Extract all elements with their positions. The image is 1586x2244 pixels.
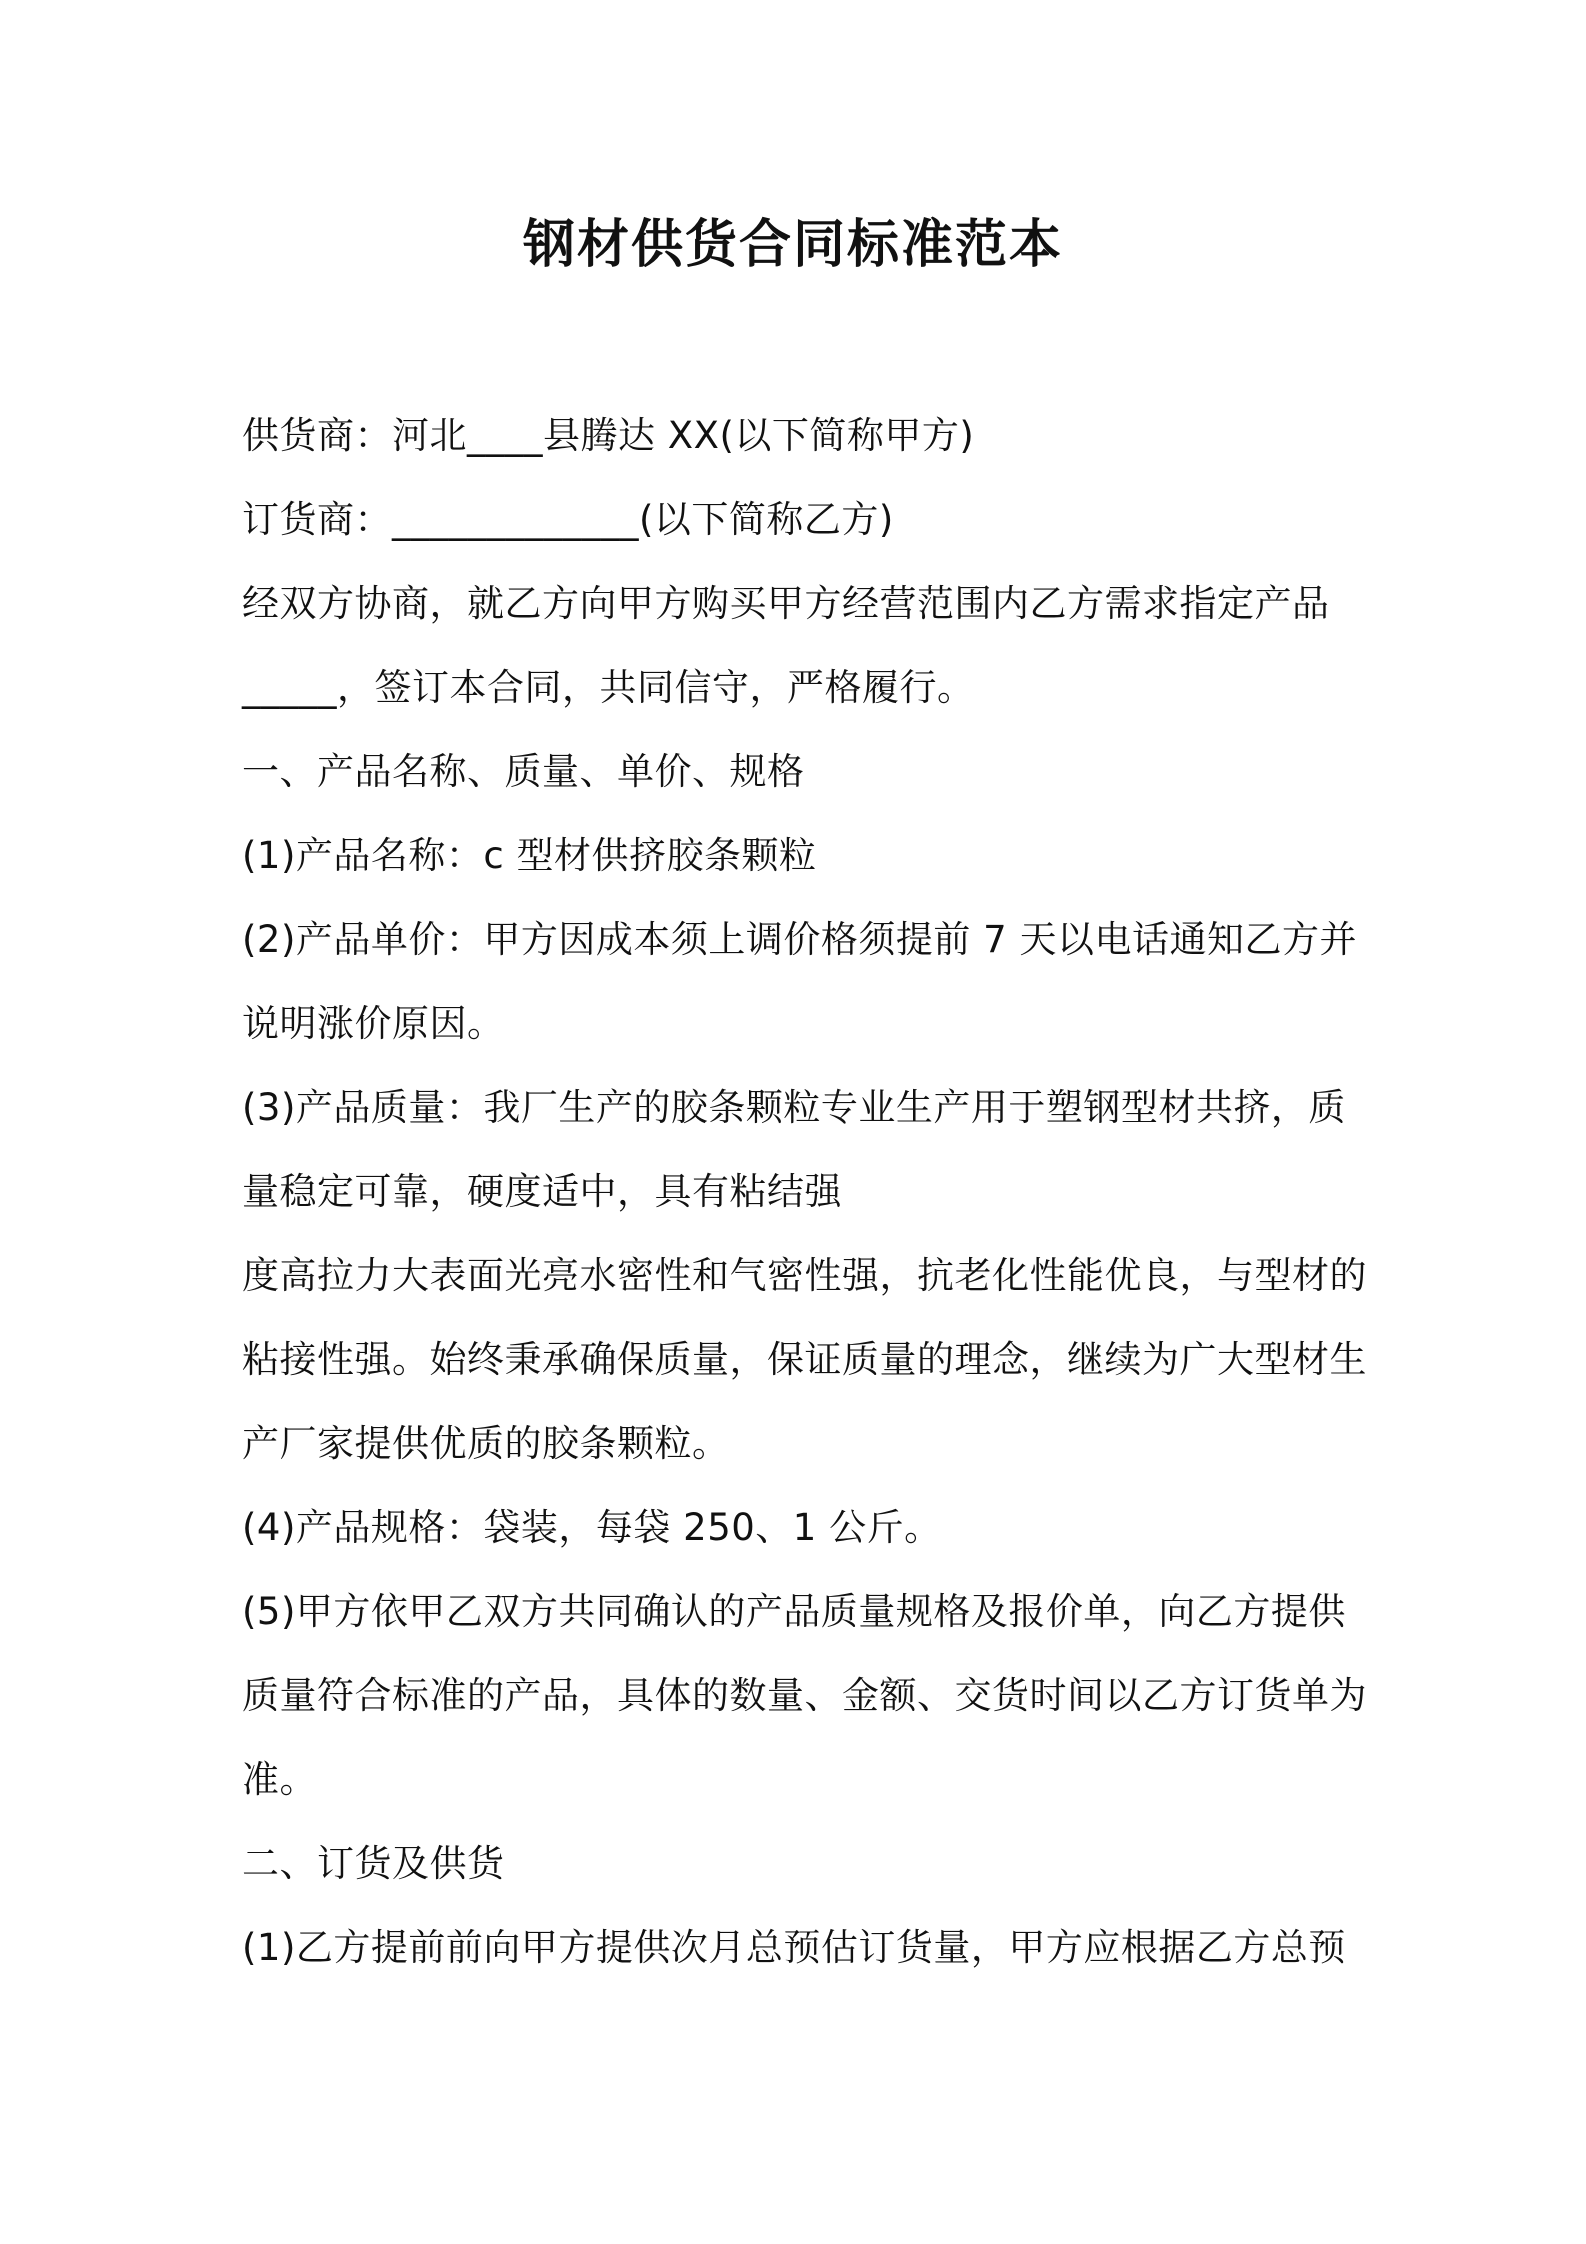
supplier-line: 供货商：河北____县腾达 XX(以下简称甲方)	[242, 414, 975, 457]
document-title: 钢材供货合同标准范本	[522, 215, 1063, 275]
clause-1-3-line-4: 粘接性强。始终秉承确保质量，保证质量的理念，继续为广大型材生	[242, 1338, 1367, 1381]
clause-1-5-line-2: 质量符合标准的产品，具体的数量、金额、交货时间以乙方订货单为	[242, 1674, 1367, 1717]
clause-1-1: (1)产品名称：c 型材供挤胶条颗粒	[242, 834, 817, 877]
preamble-line-1: 经双方协商，就乙方向甲方购买甲方经营范围内乙方需求指定产品	[242, 582, 1330, 625]
clause-2-1-line-1: (1)乙方提前前向甲方提供次月总预估订货量，甲方应根据乙方总预	[242, 1926, 1346, 1969]
clause-1-3-line-1: (3)产品质量：我厂生产的胶条颗粒专业生产用于塑钢型材共挤，质	[242, 1086, 1346, 1129]
clause-1-3-line-3: 度高拉力大表面光亮水密性和气密性强，抗老化性能优良，与型材的	[242, 1254, 1367, 1297]
buyer-line: 订货商：_____________(以下简称乙方)	[242, 498, 894, 541]
clause-1-5-line-1: (5)甲方依甲乙双方共同确认的产品质量规格及报价单，向乙方提供	[242, 1590, 1346, 1633]
preamble-line-2: _____，签订本合同，共同信守，严格履行。	[242, 666, 975, 709]
clause-1-2-line-2: 说明涨价原因。	[242, 1002, 505, 1045]
clause-1-3-line-5: 产厂家提供优质的胶条颗粒。	[242, 1422, 730, 1465]
clause-1-3-line-2: 量稳定可靠，硬度适中，具有粘结强	[242, 1170, 842, 1213]
clause-1-2-line-1: (2)产品单价：甲方因成本须上调价格须提前 7 天以电话通知乙方并	[242, 918, 1357, 961]
clause-1-4: (4)产品规格：袋装，每袋 250、1 公斤。	[242, 1506, 942, 1549]
section-1-heading: 一、产品名称、质量、单价、规格	[242, 750, 805, 793]
section-2-heading: 二、订货及供货	[242, 1842, 505, 1885]
clause-1-5-line-3: 准。	[242, 1758, 317, 1801]
